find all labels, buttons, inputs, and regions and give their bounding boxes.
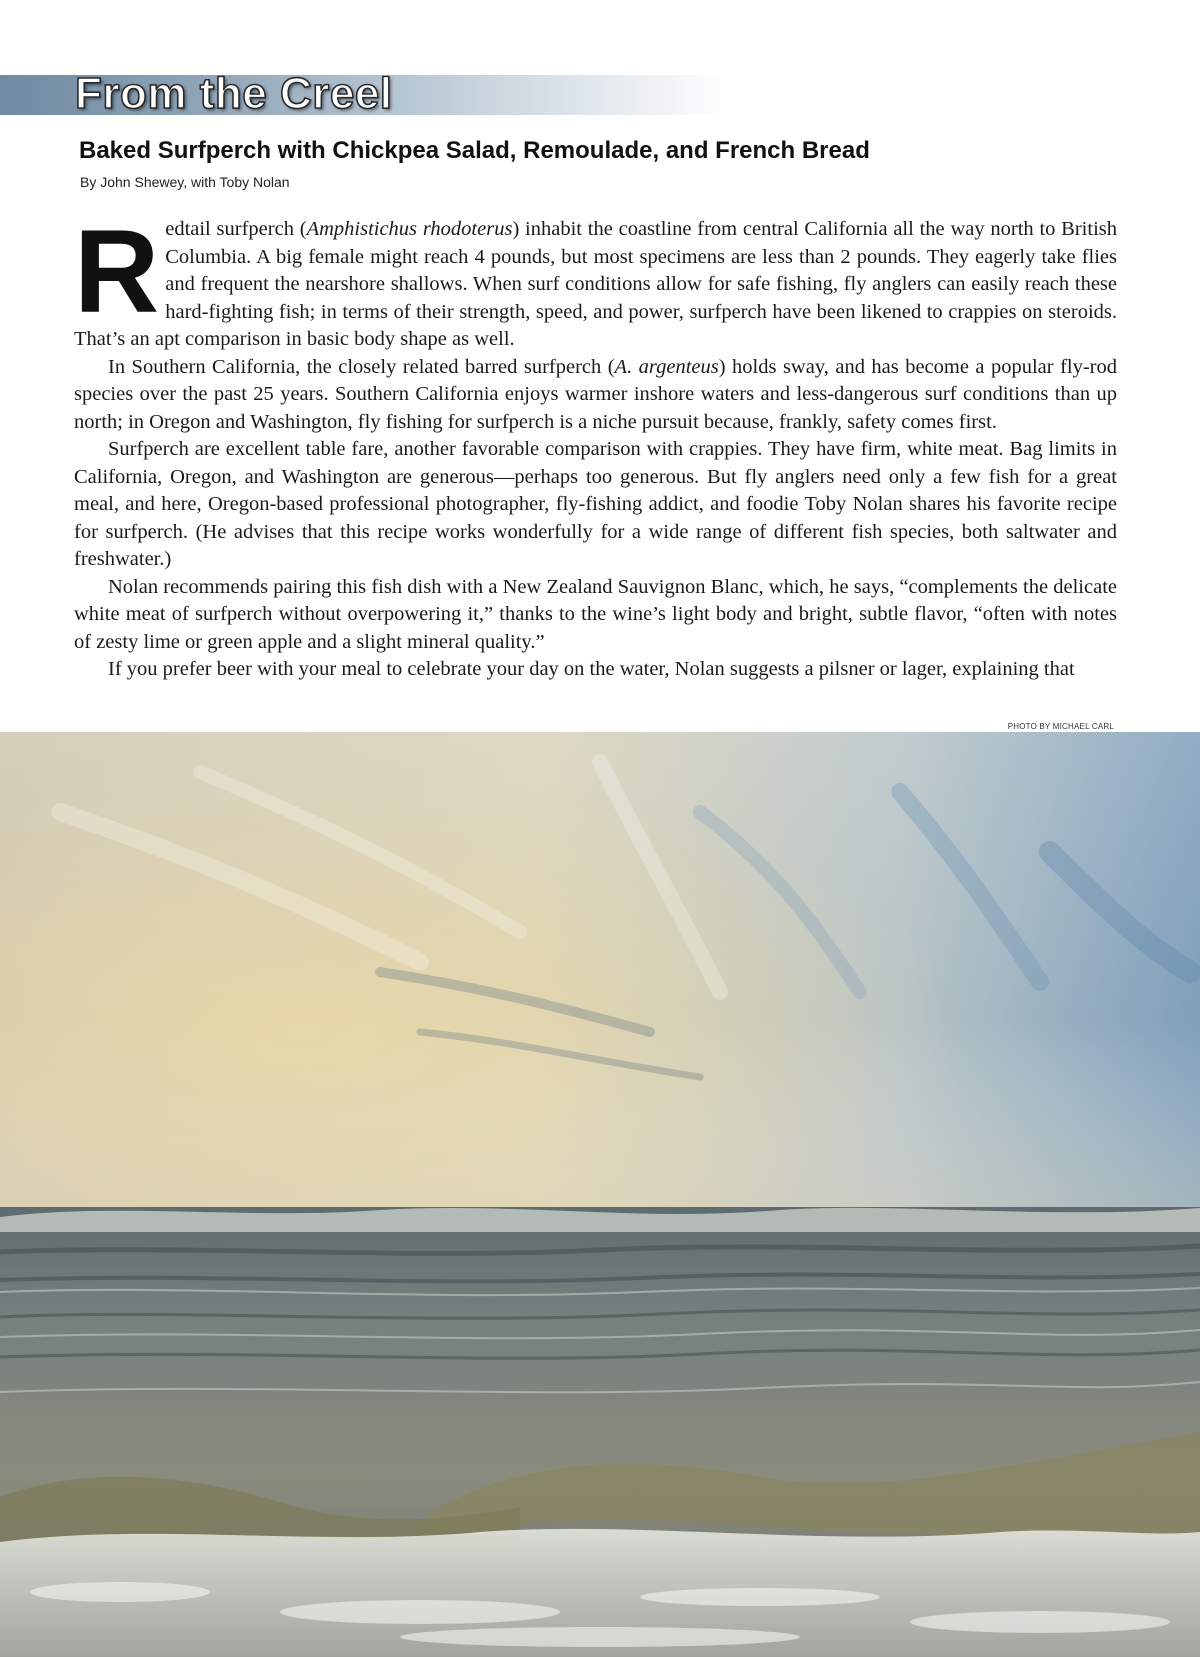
article-paragraph-2: In Southern California, the closely related barred surfperch (A. argenteus) holds sway, and has become a popular fly-rod species over the past 25 years. Southern California enjoys warmer inshore waters and less-dangerous surf conditions than up north; in Oregon and Washington, fly fishing for surfperch is a niche pursuit because, frankly, safety comes first. (74, 355, 1117, 433)
section-title: From the Creel (75, 69, 393, 118)
article-paragraph-4: Nolan recommends pairing this fish dish with a New Zealand Sauvignon Blanc, which, he says, “complements the delicate white meat of surfperch without overpowering it,” thanks to the wine’s light body and bright, subtle flavor, “often with notes of zesty lime or green apple and a slight mineral quality.” (74, 575, 1117, 653)
ocean-surf-photo (0, 732, 1200, 1657)
photo-credit: PHOTO BY MICHAEL CARL (1007, 722, 1114, 731)
article-byline: By John Shewey, with Toby Nolan (80, 174, 290, 190)
drop-cap: R (74, 206, 160, 338)
article-paragraph-3: Surfperch are excellent table fare, another favorable comparison with crappies. They have firm, white meat. Bag limits in California, Oregon, and Washington are generous—perhaps too generous. But fly anglers need only a few fish for a great meal, and here, Oregon-based professional photographer, fly-fishing addict, and foodie Toby Nolan shares his favorite recipe for surfperch. (He advises that this recipe works wonderfully for a wide range of different fish species, both saltwater and freshwater.) (74, 438, 1117, 570)
article-paragraph-1: Redtail surfperch (Amphistichus rhodoterus) inhabit the coastline from central California all the way north to British Columbia. A big female might reach 4 pounds, but most specimens are less than 2 pounds. They eagerly take flies and frequent the nearshore shallows. When surf conditions allow for safe fishing, fly anglers can easily reach these hard-fighting fish; in terms of their strength, speed, and power, surfperch have been likened to crappies on steroids. That’s an apt comparison in basic body shape as well. (74, 206, 1117, 350)
article-body (74, 206, 1117, 684)
article-headline: Baked Surfperch with Chickpea Salad, Remoulade, and French Bread (79, 137, 870, 164)
article-paragraph-5: If you prefer beer with your meal to celebrate your day on the water, Nolan suggests a pilsner or lager, explaining that (108, 658, 1075, 680)
species-name: Amphistichus rhodoterus (306, 218, 513, 240)
species-name: A. argenteus (614, 355, 719, 378)
